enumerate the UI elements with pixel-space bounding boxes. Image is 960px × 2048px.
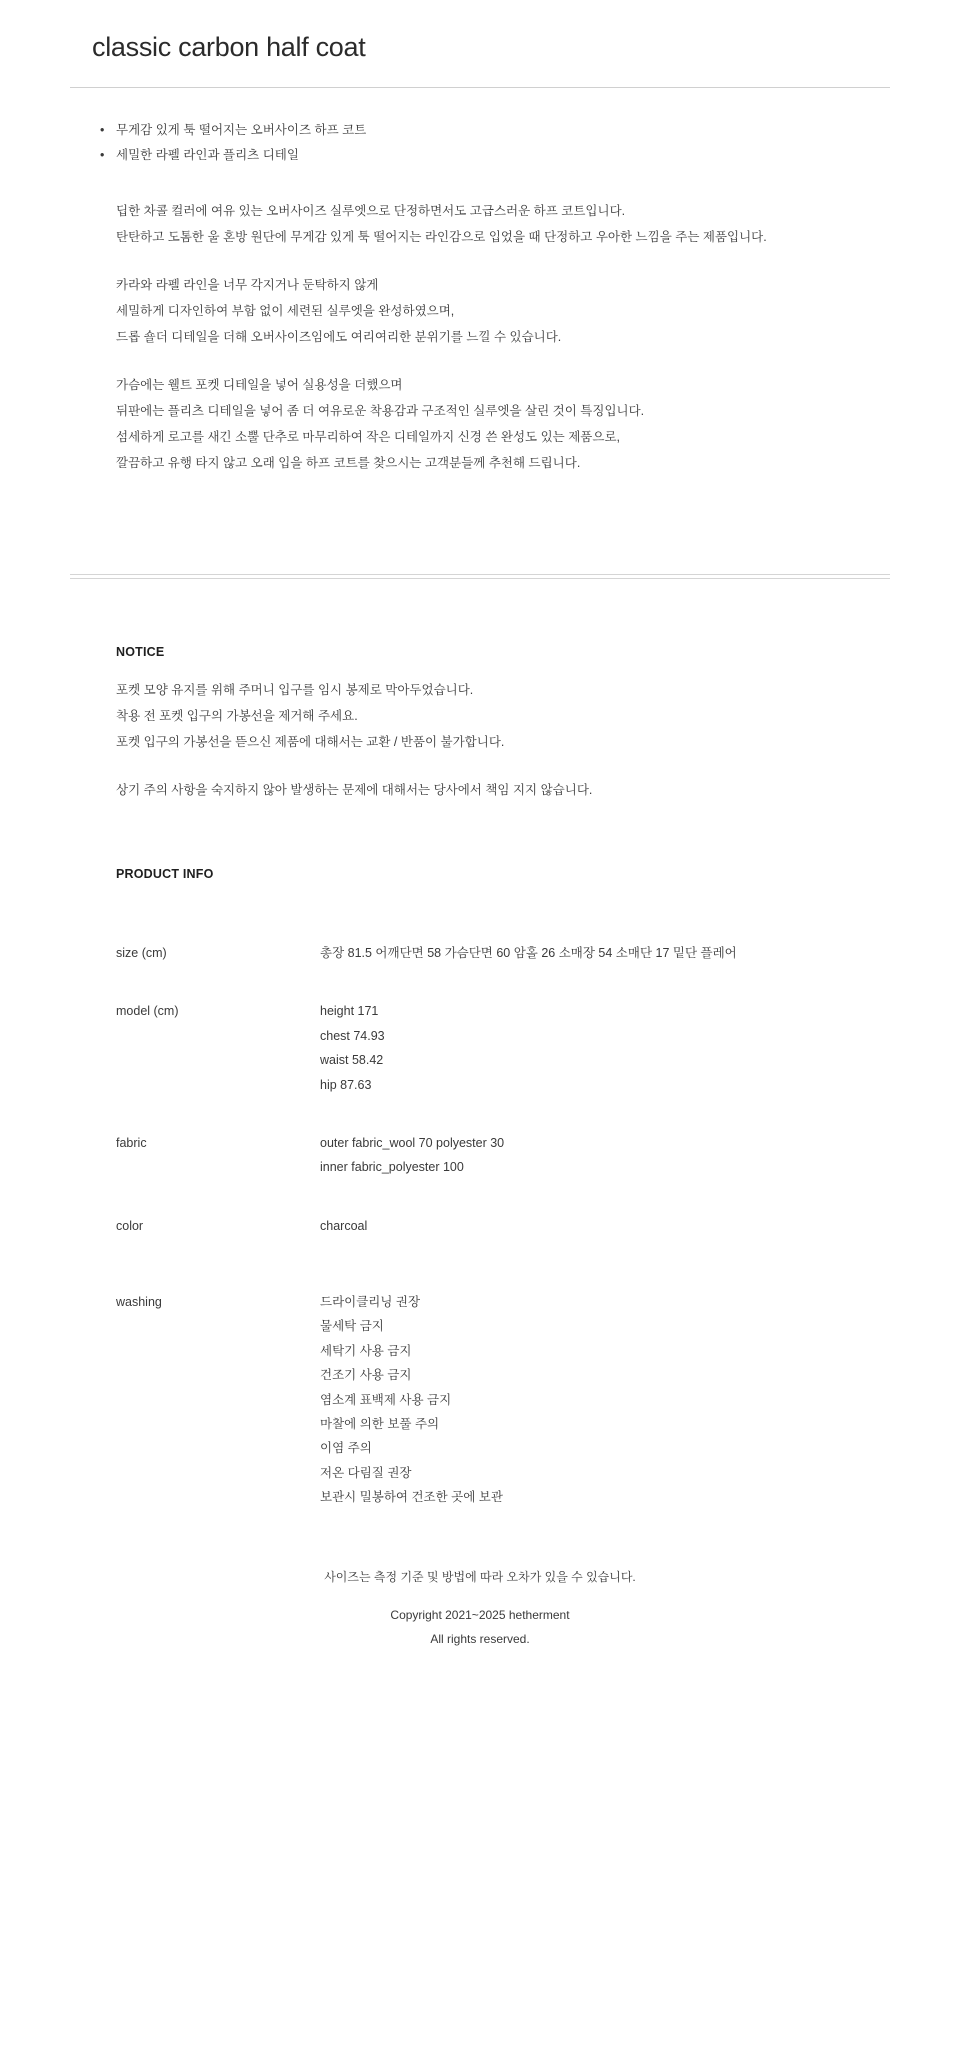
description-line: 카라와 라펠 라인을 너무 각지거나 둔탁하지 않게 [116,278,379,293]
size-disclaimer: 사이즈는 측정 기준 및 방법에 따라 오차가 있을 수 있습니다. [324,1570,636,1585]
spacer-after-divider [0,579,960,645]
spacer-before-divider [0,476,960,574]
description-line: 섬세하게 로고를 새긴 소뿔 단추로 마무리하여 작은 디테일까지 신경 쓴 완성도 있는 제품으로, [116,430,620,445]
feature-bullet-list [70,118,890,168]
table-row [70,941,890,965]
description-line: 딥한 차콜 컬러에 여유 있는 오버사이즈 실루엣으로 단정하면서도 고급스러운 하프 코트입니다. [116,204,626,219]
product-description [70,198,890,476]
description-line: 탄탄하고 도톰한 울 혼방 원단에 무게감 있게 툭 떨어지는 라인감으로 입었을 때 단정하고 우아한 느낌을 주는 제품입니다. [116,230,767,245]
value-line: 이염 주의 [320,1441,372,1456]
list-item: • 무게감 있게 툭 떨어지는 오버사이즈 하프 코트 [116,118,890,143]
description-line: 세밀하게 디자인하여 부함 없이 세련된 실루엣을 완성하였으며, [116,304,455,319]
value-line: 세탁기 사용 금지 [320,1343,412,1358]
value-line: inner fabric_polyester 100 [320,1160,464,1175]
product-info-section [70,867,890,1651]
value-line: 염소계 표백제 사용 금지 [320,1392,452,1407]
info-label: washing [116,1295,162,1310]
value-line: 물세탁 금지 [320,1319,384,1334]
notice-block-2 [116,777,890,803]
description-line: 가슴에는 웰트 포켓 디테일을 넣어 실용성을 더했으며 [116,378,403,393]
info-label: fabric [116,1135,147,1150]
value-line: 저온 다림질 권장 [320,1465,412,1480]
table-row [70,1131,890,1180]
info-label: model (cm) [116,1004,179,1019]
description-paragraph-2 [116,272,890,350]
description-line: 깔끔하고 유행 타지 않고 오래 입을 하프 코트를 찾으시는 고객분들께 추천해 드립니다. [116,456,581,471]
rights-line: All rights reserved. [430,1632,530,1647]
page-footer [70,1565,890,1651]
value-line: outer fabric_wool 70 polyester 30 [320,1135,505,1150]
value-line: 드라이클리닝 권장 [320,1295,421,1310]
info-label: color [116,1218,144,1233]
info-value [320,1290,890,1509]
info-value [320,1214,890,1238]
list-item: • 세밀한 라펠 라인과 플리츠 디테일 [116,143,890,168]
value-line: charcoal [320,1218,368,1233]
value-line: chest 74.93 [320,1028,385,1043]
notice-heading: NOTICE [116,645,165,660]
notice-block-1 [116,677,890,755]
value-line: 보관시 밀봉하여 건조한 곳에 보관 [320,1490,503,1505]
info-label: size (cm) [116,946,167,961]
product-info-heading: PRODUCT INFO [116,867,214,882]
info-value [320,999,890,1097]
info-value [320,941,890,965]
product-info-table [70,907,890,1509]
description-line: 뒤판에는 플리츠 디테일을 넣어 좀 더 여유로운 착용감과 구조적인 실루엣을 살린 것이 특징입니다. [116,404,645,419]
notice-body [70,677,890,803]
value-line: 마찰에 의한 보풀 주의 [320,1416,440,1431]
notice-line: 착용 전 포켓 입구의 가봉선을 제거해 주세요. [116,709,358,724]
notice-line: 포켓 모양 유지를 위해 주머니 입구를 임시 봉제로 막아두었습니다. [116,683,474,698]
content-container [70,0,890,476]
spacer-before-product-info [0,803,960,867]
description-line: 드롭 숄더 디테일을 더해 오버사이즈임에도 여리여리한 분위기를 느낄 수 있습니다. [116,330,562,345]
info-value [320,1131,890,1180]
value-line: waist 58.42 [320,1053,384,1068]
value-line: hip 87.63 [320,1077,372,1092]
value-line: 총장 81.5 어깨단면 58 가슴단면 60 암홀 26 소매장 54 소매단 17 밑단 플레어 [320,946,737,961]
notice-line: 포켓 입구의 가봉선을 뜯으신 제품에 대해서는 교환 / 반품이 불가합니다. [116,735,505,750]
notice-line: 상기 주의 사항을 숙지하지 않아 발생하는 문제에 대해서는 당사에서 책임 지지 않습니다. [116,783,593,798]
copyright-line: Copyright 2021~2025 hetherment [390,1608,570,1623]
value-line: height 171 [320,1004,379,1019]
table-row [70,999,890,1097]
table-row [70,1290,890,1509]
notice-section [70,645,890,803]
page-title: classic carbon half coat [92,32,366,62]
description-paragraph-3 [116,372,890,476]
value-line: 건조기 사용 금지 [320,1368,412,1383]
table-row [70,1214,890,1238]
title-divider [70,87,890,88]
description-paragraph-1 [116,198,890,250]
